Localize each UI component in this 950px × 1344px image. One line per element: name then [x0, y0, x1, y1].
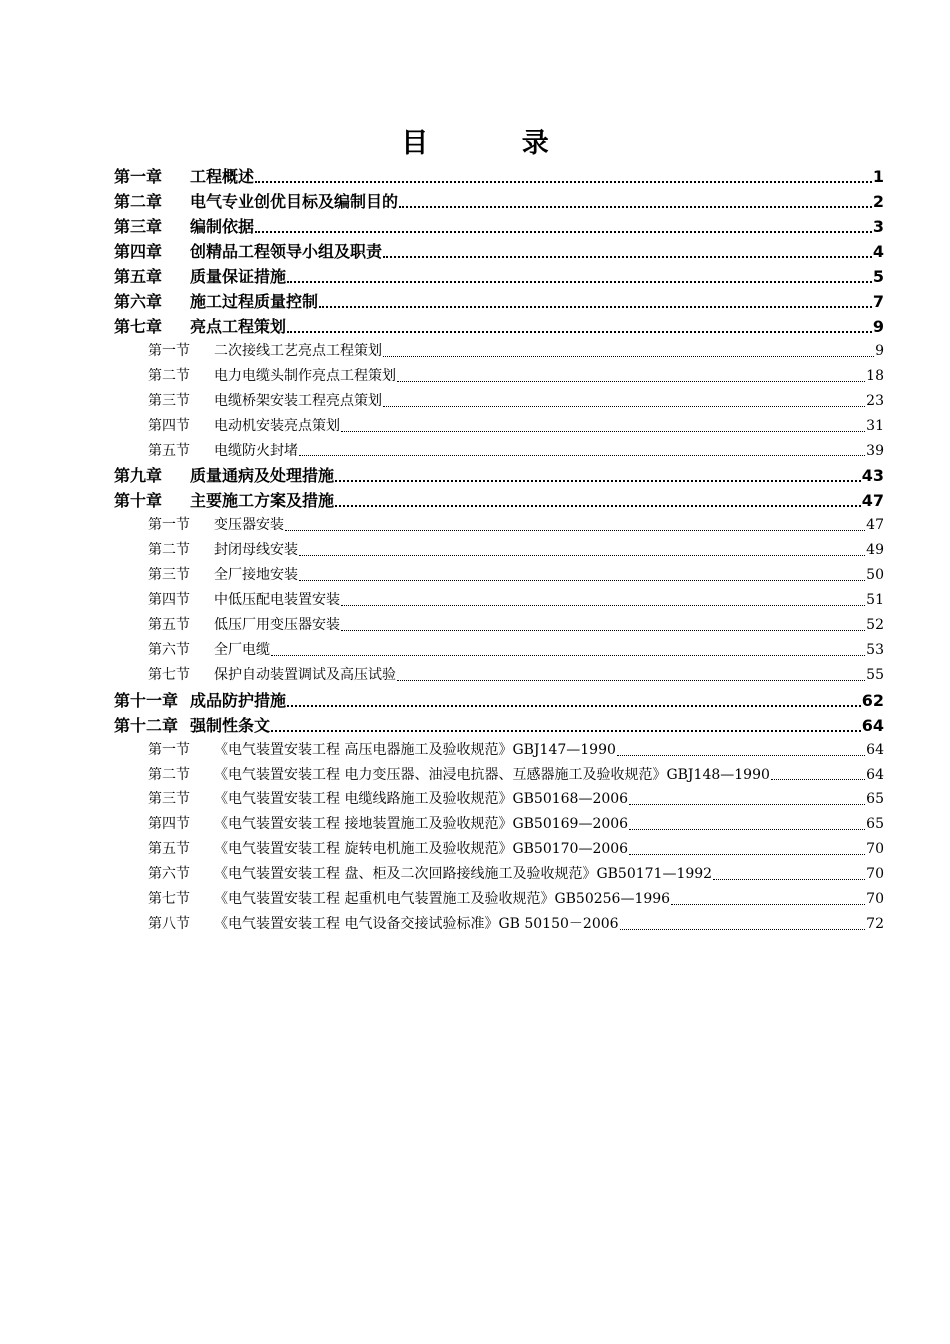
toc-entry-page-number: 7	[872, 292, 884, 311]
dot-leader	[271, 730, 861, 732]
dot-leader	[629, 829, 865, 830]
toc-entry-label: 变压器安装	[214, 517, 284, 534]
toc-entry-number: 第九章	[114, 466, 163, 486]
dot-leader	[771, 779, 865, 780]
toc-section-entry[interactable]	[114, 887, 884, 912]
toc-entry-page-number: 70	[866, 891, 884, 908]
toc-entry-number: 第三节	[148, 791, 190, 808]
toc-entry-label: 《电气装置安装工程 接地装置施工及验收规范》GB50169—2006	[214, 816, 629, 833]
toc-entry-number: 第三节	[148, 392, 190, 409]
toc-entry-page-number: 65	[866, 816, 884, 833]
toc-entry-page-number: 47	[866, 517, 884, 534]
dot-leader	[383, 406, 865, 407]
toc-entry-number: 第一节	[148, 741, 190, 758]
dot-leader	[285, 530, 865, 531]
toc-entry-page-number: 39	[866, 442, 884, 459]
dot-leader	[255, 181, 872, 183]
dot-leader	[299, 580, 865, 581]
toc-entry-number: 第七章	[114, 317, 163, 336]
toc-entry-number: 第六节	[148, 866, 190, 883]
dot-leader	[335, 505, 861, 507]
toc-entry-label: 成品防护措施	[190, 690, 287, 710]
toc-entry-number: 第二章	[114, 192, 163, 211]
dot-leader	[397, 680, 865, 681]
toc-section-entry[interactable]	[114, 439, 884, 464]
toc-entry-label: 中低压配电装置安装	[214, 592, 340, 609]
toc-entry-number: 第四节	[148, 816, 190, 833]
toc-entry-page-number: 9	[872, 317, 884, 336]
toc-section-entry[interactable]	[114, 613, 884, 638]
toc-section-entry[interactable]	[114, 763, 884, 788]
toc-section-entry[interactable]	[114, 364, 884, 389]
toc-section-entry[interactable]	[114, 862, 884, 887]
dot-leader	[629, 854, 865, 855]
toc-entry-page-number: 65	[866, 791, 884, 808]
toc-entry-label: 质量通病及处理措施	[190, 466, 335, 486]
toc-entry-number: 第八节	[148, 915, 190, 932]
toc-chapter-entry[interactable]	[114, 164, 884, 189]
dot-leader	[383, 256, 872, 258]
toc-entry-page-number: 23	[866, 392, 884, 409]
dot-leader	[341, 605, 865, 606]
toc-section-entry[interactable]	[114, 787, 884, 812]
toc-section-entry[interactable]	[114, 389, 884, 414]
toc-entry-number: 第二节	[148, 766, 190, 783]
toc-entry-label: 《电气装置安装工程 起重机电气装置施工及验收规范》GB50256—1996	[214, 891, 671, 908]
toc-entry-label: 编制依据	[190, 217, 255, 236]
toc-section-entry[interactable]	[114, 538, 884, 563]
toc-chapter-entry[interactable]	[114, 189, 884, 214]
toc-chapter-entry[interactable]	[114, 688, 884, 713]
toc-chapter-entry[interactable]	[114, 214, 884, 239]
toc-entry-number: 第二节	[148, 542, 190, 559]
toc-chapter-entry[interactable]	[114, 239, 884, 264]
toc-entry-label: 电缆防火封堵	[214, 442, 298, 459]
toc-entry-page-number: 31	[866, 417, 884, 434]
toc-entry-number: 第一节	[148, 517, 190, 534]
toc-section-entry[interactable]	[114, 912, 884, 937]
toc-chapter-entry[interactable]	[114, 264, 884, 289]
toc-entry-label: 《电气装置安装工程 旋转电机施工及验收规范》GB50170—2006	[214, 841, 629, 858]
toc-entry-page-number: 51	[866, 592, 884, 609]
toc-entry-page-number: 64	[866, 741, 884, 758]
toc-entry-page-number: 62	[861, 690, 884, 710]
dot-leader	[617, 755, 865, 756]
toc-entry-label: 《电气装置安装工程 电气设备交接试验标准》GB 50150－2006	[214, 915, 619, 932]
toc-entry-label: 创精品工程领导小组及职责	[190, 242, 383, 261]
toc-entry-page-number: 55	[866, 666, 884, 683]
toc-entry-number: 第七节	[148, 891, 190, 908]
toc-entry-label: 质量保证措施	[190, 267, 287, 286]
dot-leader	[629, 804, 865, 805]
toc-entry-page-number: 1	[872, 167, 884, 186]
toc-chapter-entry[interactable]	[114, 314, 884, 339]
toc-entry-label: 工程概述	[190, 167, 255, 186]
toc-chapter-entry[interactable]	[114, 289, 884, 314]
toc-entry-page-number: 70	[866, 866, 884, 883]
dot-leader	[255, 231, 872, 233]
toc-entry-number: 第一节	[148, 343, 190, 359]
toc-chapter-entry[interactable]	[114, 463, 884, 488]
toc-entry-number: 第十二章	[114, 715, 179, 735]
dot-leader	[620, 929, 866, 930]
toc-entry-label: 全厂接地安装	[214, 567, 298, 584]
toc-entry-number: 第二节	[148, 367, 190, 384]
toc-entry-label: 保护自动装置调试及高压试验	[214, 666, 396, 683]
toc-section-entry[interactable]	[114, 513, 884, 538]
toc-entry-number: 第七节	[148, 666, 190, 683]
toc-entry-number: 第五章	[114, 267, 163, 286]
toc-entry-label: 电动机安装亮点策划	[214, 417, 340, 434]
dot-leader	[299, 555, 865, 556]
toc-entry-page-number: 72	[866, 915, 884, 932]
toc-entry-label: 主要施工方案及措施	[190, 491, 335, 511]
dot-leader	[713, 879, 865, 880]
toc-section-entry[interactable]	[114, 812, 884, 837]
toc-entry-page-number: 49	[866, 542, 884, 559]
toc-entry-page-number: 2	[872, 192, 884, 211]
toc-entry-page-number: 64	[866, 766, 884, 783]
toc-entry-label: 二次接线工艺亮点工程策划	[214, 343, 382, 359]
dot-leader	[335, 480, 861, 482]
toc-entry-number: 第三节	[148, 567, 190, 584]
dot-leader	[341, 431, 865, 432]
toc-section-entry[interactable]	[114, 339, 884, 364]
toc-entry-label: 《电气装置安装工程 盘、柜及二次回路接线施工及验收规范》GB50171—1992	[214, 866, 713, 883]
dot-leader	[271, 655, 865, 656]
toc-entry-label: 封闭母线安装	[214, 542, 298, 559]
dot-leader	[341, 630, 865, 631]
dot-leader	[319, 306, 872, 308]
toc-section-entry[interactable]	[114, 563, 884, 588]
toc-entry-number: 第五节	[148, 442, 190, 459]
toc-entry-number: 第五节	[148, 841, 190, 858]
toc-entry-number: 第四节	[148, 417, 190, 434]
toc-entry-number: 第四节	[148, 592, 190, 609]
toc-entry-label: 《电气装置安装工程 电力变压器、油浸电抗器、互感器施工及验收规范》GBJ148—1990	[214, 766, 770, 783]
toc-section-entry[interactable]	[114, 638, 884, 663]
toc-entry-number: 第十一章	[114, 690, 179, 710]
toc-entry-page-number: 4	[872, 242, 884, 261]
toc-entry-page-number: 53	[866, 641, 884, 658]
toc-entry-label: 低压厂用变压器安装	[214, 617, 340, 634]
toc-section-entry[interactable]	[114, 837, 884, 862]
toc-section-entry[interactable]	[114, 738, 884, 763]
toc-entry-page-number: 52	[866, 617, 884, 634]
toc-entry-number: 第四章	[114, 242, 163, 261]
table-of-contents	[114, 164, 884, 937]
dot-leader	[399, 206, 872, 208]
dot-leader	[383, 356, 874, 357]
toc-chapter-entry[interactable]	[114, 488, 884, 513]
toc-entry-number: 第三章	[114, 217, 163, 236]
dot-leader	[287, 281, 872, 283]
toc-title: 目 录	[401, 128, 591, 159]
toc-entry-page-number: 64	[861, 715, 884, 735]
toc-entry-page-number: 47	[861, 491, 884, 511]
toc-entry-label: 亮点工程策划	[190, 317, 287, 336]
toc-section-entry[interactable]	[114, 663, 884, 688]
dot-leader	[299, 455, 865, 456]
toc-entry-label: 电气专业创优目标及编制目的	[190, 192, 399, 211]
toc-entry-number: 第六章	[114, 292, 163, 311]
toc-entry-label: 强制性条文	[190, 715, 271, 735]
dot-leader	[397, 381, 865, 382]
toc-entry-label: 《电气装置安装工程 电缆线路施工及验收规范》GB50168—2006	[214, 791, 629, 808]
toc-chapter-entry[interactable]	[114, 713, 884, 738]
toc-entry-page-number: 18	[866, 367, 884, 384]
toc-entry-page-number: 70	[866, 841, 884, 858]
toc-entry-page-number: 3	[872, 217, 884, 236]
toc-entry-label: 电缆桥架安装工程亮点策划	[214, 392, 382, 409]
toc-entry-number: 第十章	[114, 491, 163, 511]
dot-leader	[287, 705, 861, 707]
dot-leader	[287, 331, 872, 333]
toc-entry-label: 全厂电缆	[214, 641, 270, 658]
toc-entry-page-number: 5	[872, 267, 884, 286]
toc-entry-label: 施工过程质量控制	[190, 292, 319, 311]
toc-entry-page-number: 50	[866, 567, 884, 584]
toc-section-entry[interactable]	[114, 588, 884, 613]
toc-section-entry[interactable]	[114, 414, 884, 439]
toc-entry-page-number: 9	[875, 343, 884, 359]
toc-entry-number: 第一章	[114, 167, 163, 186]
toc-entry-number: 第六节	[148, 641, 190, 658]
toc-entry-label: 《电气装置安装工程 高压电器施工及验收规范》GBJ147—1990	[214, 741, 616, 758]
toc-entry-label: 电力电缆头制作亮点工程策划	[214, 367, 396, 384]
toc-entry-page-number: 43	[861, 466, 884, 486]
toc-entry-number: 第五节	[148, 617, 190, 634]
dot-leader	[671, 904, 865, 905]
